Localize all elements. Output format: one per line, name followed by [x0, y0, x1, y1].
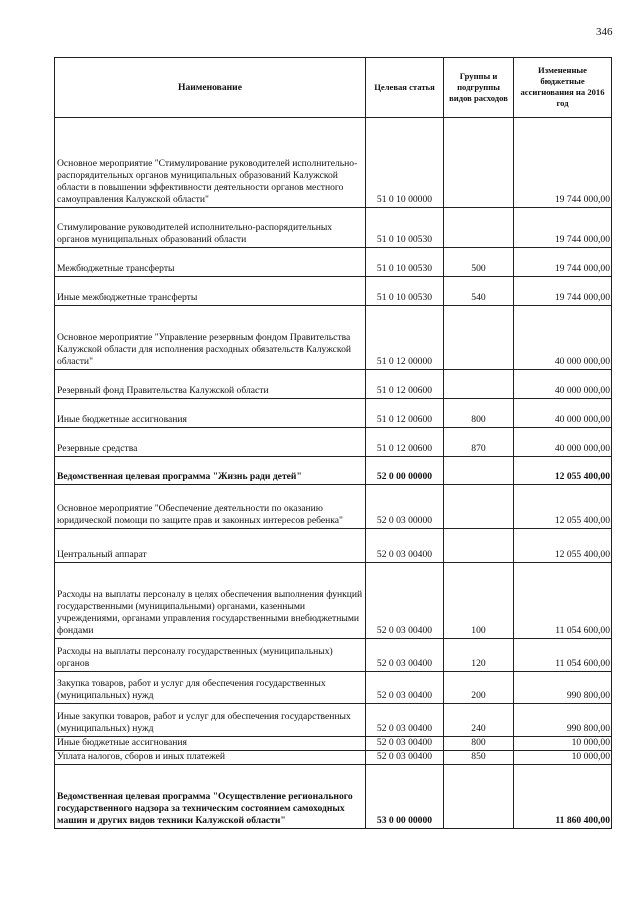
row-amount: 40 000 000,00	[514, 428, 612, 457]
row-target-code: 51 0 10 00530	[366, 248, 444, 277]
row-group	[444, 765, 514, 829]
row-group	[444, 457, 514, 485]
row-group: 100	[444, 563, 514, 639]
row-target-code: 51 0 12 00600	[366, 399, 444, 428]
table-row	[55, 485, 612, 529]
table-row	[55, 765, 612, 829]
row-name: Уплата налогов, сборов и иных платежей	[55, 751, 366, 765]
row-target-code: 52 0 00 00000	[366, 457, 444, 485]
row-amount: 10 000,00	[514, 751, 612, 765]
row-name: Основное мероприятие "Стимулирование руководителей исполнительно-распорядительных органов муниципальных образований Калужской области в повышении эффективности деятельности органов местного самоуправления Калужской области"	[55, 118, 366, 208]
row-name: Иные закупки товаров, работ и услуг для обеспечения государственных (муниципальных) нужд	[55, 704, 366, 737]
row-amount: 19 744 000,00	[514, 208, 612, 248]
row-target-code: 52 0 03 00400	[366, 751, 444, 765]
table-row	[55, 118, 612, 208]
row-group: 200	[444, 672, 514, 704]
row-name: Стимулирование руководителей исполнительно-распорядительных органов муниципальных образований области	[55, 208, 366, 248]
header-target: Целевая статья	[366, 58, 444, 118]
row-target-code: 52 0 03 00400	[366, 737, 444, 751]
header-groups: Группы и подгруппы видов расходов	[444, 58, 514, 118]
row-group	[444, 529, 514, 563]
row-group: 120	[444, 639, 514, 672]
row-name: Резервные средства	[55, 428, 366, 457]
row-group	[444, 485, 514, 529]
row-name: Центральный аппарат	[55, 529, 366, 563]
row-target-code: 53 0 00 00000	[366, 765, 444, 829]
row-amount: 40 000 000,00	[514, 306, 612, 370]
row-target-code: 52 0 03 00400	[366, 529, 444, 563]
row-name: Резервный фонд Правительства Калужской области	[55, 370, 366, 399]
row-amount: 10 000,00	[514, 737, 612, 751]
row-group: 540	[444, 277, 514, 306]
table-row	[55, 306, 612, 370]
table-row	[55, 399, 612, 428]
row-name: Ведомственная целевая программа "Жизнь ради детей"	[55, 457, 366, 485]
row-name: Основное мероприятие "Управление резервным фондом Правительства Калужской области для исполнения расходных обязательств Калужской области"	[55, 306, 366, 370]
row-target-code: 52 0 03 00400	[366, 563, 444, 639]
row-group: 500	[444, 248, 514, 277]
row-group: 800	[444, 399, 514, 428]
row-target-code: 51 0 10 00000	[366, 118, 444, 208]
table-row	[55, 428, 612, 457]
table-row	[55, 672, 612, 704]
table-row	[55, 208, 612, 248]
row-name: Расходы на выплаты персоналу государственных (муниципальных) органов	[55, 639, 366, 672]
row-name: Расходы на выплаты персоналу в целях обеспечения выполнения функций государственными (муниципальными) органами, казенными учреждениями, органами управления государственными внебюджетными фондами	[55, 563, 366, 639]
header-name: Наименование	[55, 58, 366, 118]
table-row	[55, 370, 612, 399]
header-amount: Измененные бюджетные ассигнования на 2016 год	[514, 58, 612, 118]
row-group: 870	[444, 428, 514, 457]
table-row	[55, 248, 612, 277]
row-amount: 12 055 400,00	[514, 485, 612, 529]
row-target-code: 52 0 03 00400	[366, 672, 444, 704]
table-row	[55, 704, 612, 737]
row-amount: 40 000 000,00	[514, 399, 612, 428]
row-target-code: 51 0 10 00530	[366, 208, 444, 248]
row-target-code: 52 0 03 00400	[366, 704, 444, 737]
row-target-code: 51 0 12 00600	[366, 428, 444, 457]
table-row	[55, 457, 612, 485]
row-amount: 19 744 000,00	[514, 277, 612, 306]
table-row	[55, 737, 612, 751]
table-row	[55, 529, 612, 563]
row-amount: 19 744 000,00	[514, 248, 612, 277]
row-name: Закупка товаров, работ и услуг для обеспечения государственных (муниципальных) нужд	[55, 672, 366, 704]
row-group	[444, 118, 514, 208]
row-name: Ведомственная целевая программа "Осуществление регионального государственного надзора за техническим состоянием самоходных машин и других видов техники Калужской области"	[55, 765, 366, 829]
row-group	[444, 208, 514, 248]
row-amount: 990 800,00	[514, 672, 612, 704]
row-amount: 11 054 600,00	[514, 639, 612, 672]
row-target-code: 52 0 03 00400	[366, 639, 444, 672]
row-amount: 12 055 400,00	[514, 457, 612, 485]
row-amount: 990 800,00	[514, 704, 612, 737]
row-target-code: 51 0 10 00530	[366, 277, 444, 306]
row-amount: 11 054 600,00	[514, 563, 612, 639]
row-name: Иные межбюджетные трансферты	[55, 277, 366, 306]
row-name: Иные бюджетные ассигнования	[55, 737, 366, 751]
table-header-row	[55, 58, 612, 118]
table-row	[55, 277, 612, 306]
table-row	[55, 563, 612, 639]
row-amount: 19 744 000,00	[514, 118, 612, 208]
budget-table	[54, 57, 612, 829]
row-amount: 11 860 400,00	[514, 765, 612, 829]
row-group	[444, 370, 514, 399]
table-body	[55, 118, 612, 829]
row-group	[444, 306, 514, 370]
row-name: Иные бюджетные ассигнования	[55, 399, 366, 428]
row-target-code: 51 0 12 00600	[366, 370, 444, 399]
row-amount: 12 055 400,00	[514, 529, 612, 563]
row-group: 850	[444, 751, 514, 765]
row-name: Межбюджетные трансферты	[55, 248, 366, 277]
table-row	[55, 639, 612, 672]
table-row	[55, 751, 612, 765]
row-target-code: 51 0 12 00000	[366, 306, 444, 370]
row-name: Основное мероприятие "Обеспечение деятельности по оказанию юридической помощи по защите прав и законных интересов ребенка"	[55, 485, 366, 529]
page-number: 346	[596, 26, 613, 38]
row-group: 800	[444, 737, 514, 751]
row-amount: 40 000 000,00	[514, 370, 612, 399]
row-target-code: 52 0 03 00000	[366, 485, 444, 529]
row-group: 240	[444, 704, 514, 737]
